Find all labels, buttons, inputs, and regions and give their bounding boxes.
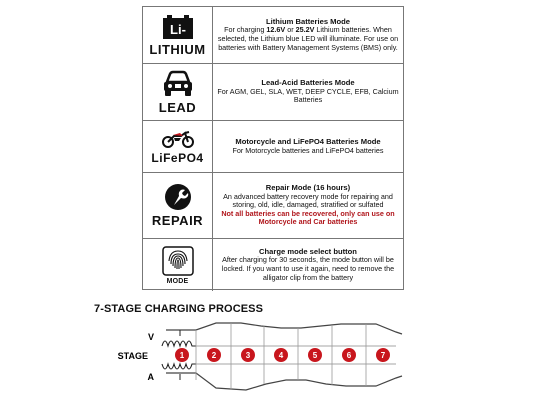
current-label: A: [147, 372, 154, 382]
svg-text:4: 4: [278, 351, 284, 360]
mode-row-lifepo4: [143, 121, 403, 173]
voltage-wave: [162, 341, 196, 346]
voltage-label: V: [147, 332, 154, 342]
mode-label-lithium: LITHIUM: [149, 41, 206, 57]
svg-text:5: 5: [312, 351, 318, 360]
mode-text-lifepo4: [213, 121, 403, 172]
motorcycle-icon: [161, 129, 195, 149]
svg-text:7: 7: [380, 351, 386, 360]
stage-6: [342, 348, 356, 362]
lithium-icon-text: Li-: [169, 21, 186, 37]
svg-text:6: 6: [346, 351, 352, 360]
mode-title-lifepo4: Motorcycle and LiFePO4 Batteries Mode: [235, 136, 381, 146]
mode-text-repair: [213, 173, 403, 238]
mode-desc-lifepo4: For Motorcycle batteries and LiFePO4 batteries: [232, 145, 384, 155]
stage-3: [241, 348, 255, 362]
mode-warning-repair: Not all batteries can be recovered, only can use on Motorcycle and Car batteries: [221, 208, 395, 227]
mode-label-lead: LEAD: [158, 99, 197, 115]
stage-7: [376, 348, 390, 362]
modes-table: [142, 6, 404, 290]
stage-2: [207, 348, 221, 362]
fingerprint-icon: [162, 246, 194, 276]
mode-title-repair: Repair Mode (16 hours): [265, 183, 351, 193]
mode-title-lead: Lead-Acid Batteries Mode: [261, 78, 355, 88]
mode-desc-lead: For AGM, GEL, SLA, WET, DEEP CYCLE, EFB, Calcium Batteries: [217, 86, 399, 105]
mode-row-lead: [143, 64, 403, 121]
mode-label-mode: MODE: [166, 277, 189, 285]
stage-5: [308, 348, 322, 362]
mode-icon-cell: [143, 121, 213, 172]
svg-text:2: 2: [211, 351, 217, 360]
svg-text:3: 3: [245, 351, 251, 360]
mode-row-repair: [143, 173, 403, 239]
mode-icon-cell: [143, 7, 213, 63]
mode-desc-lithium: For charging 12.6V or 25.2V Lithium batteries. When selected, the Lithium blue LED will illuminate. For use on batteries with Battery Management Systems (BMS) only.: [217, 25, 399, 52]
mode-title-mode-button: Charge mode select button: [259, 246, 357, 256]
mode-icon-cell: [143, 64, 213, 120]
mode-row-lithium: [143, 7, 403, 64]
current-curve: [166, 373, 402, 390]
charging-process-diagram: [96, 318, 406, 396]
wrench-icon: [164, 183, 192, 211]
stage-1: [175, 348, 189, 362]
mode-label-lifepo4: LiFePO4: [151, 150, 204, 165]
mode-desc-mode-button: After charging for 30 seconds, the mode button will be locked. If you want to use it again, need to remove the alligator clip from the battery: [221, 255, 395, 282]
mode-icon-cell: [143, 173, 213, 238]
car-icon: [161, 70, 195, 98]
mode-desc-repair: An advanced battery recovery mode for repairing and storing, old, idle, damaged, stratified or sulfated: [223, 191, 393, 210]
stage-4: [274, 348, 288, 362]
mode-text-lead: [213, 64, 403, 120]
lithium-battery-icon: [161, 14, 195, 40]
mode-row-mode-button: [143, 239, 403, 291]
mode-icon-cell: [143, 239, 213, 291]
mode-text-lithium: [213, 7, 403, 63]
stage-label: STAGE: [117, 351, 148, 361]
mode-text-mode-button: [213, 239, 403, 291]
mode-title-lithium: Lithium Batteries Mode: [266, 16, 350, 26]
voltage-curve: [166, 323, 402, 334]
svg-text:1: 1: [179, 351, 185, 360]
mode-label-repair: REPAIR: [151, 213, 204, 228]
process-title: 7-STAGE CHARGING PROCESS: [94, 303, 264, 315]
current-wave: [162, 364, 196, 369]
